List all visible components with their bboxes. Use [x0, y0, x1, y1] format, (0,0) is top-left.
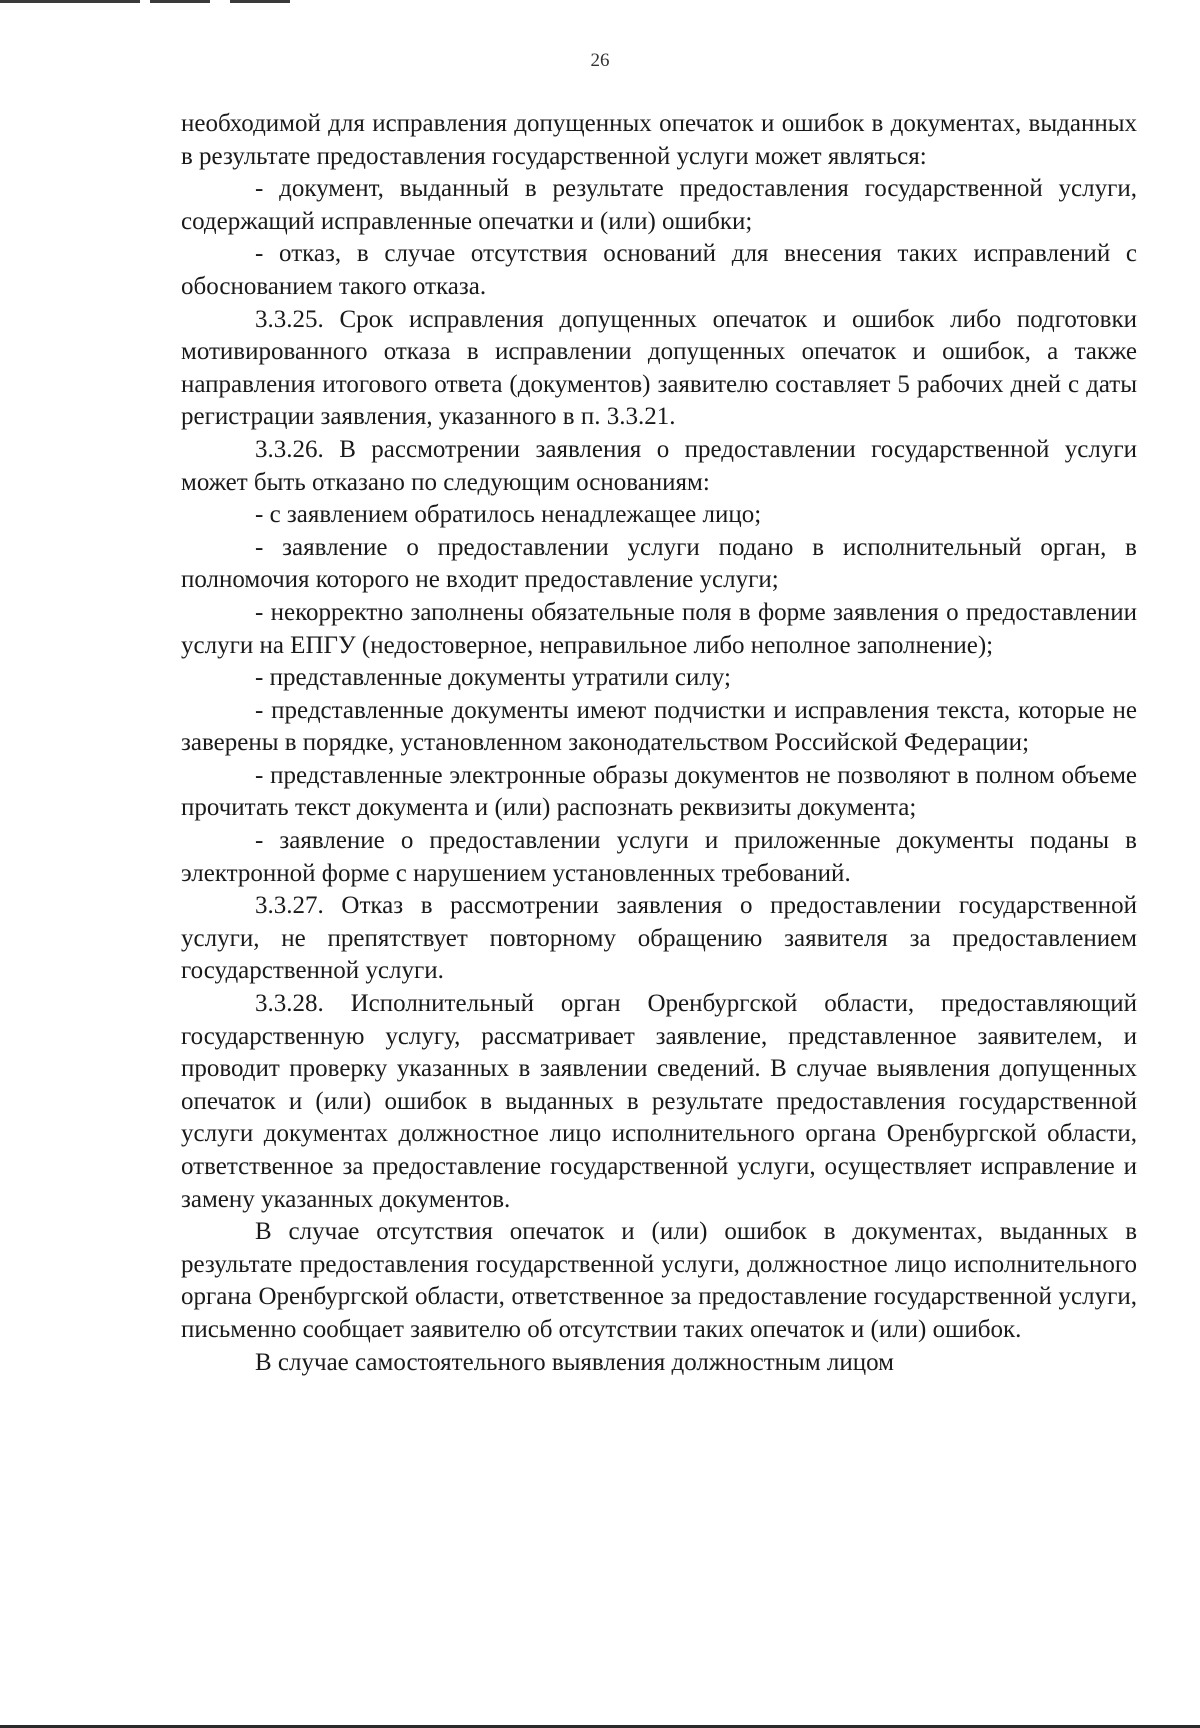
paragraph-no-errors: В случае отсутствия опечаток и (или) ошибок в документах, выданных в результате предоставления государственной услуги, должностное лицо исполнительного органа Оренбургской области, ответственное за предоставление государственной услуги, письменно сообщает заявителю об отсутствии таких опечаток и (или) ошибок. — [181, 1218, 1137, 1343]
clause-3-3-25: 3.3.25. Срок исправления допущенных опечаток и ошибок либо подготовки мотивированного отказа в исправлении допущенных опечаток и ошибок, а также направления итогового ответа (документов) заявителю составляет 5 рабочих дней с даты регистрации заявления, указанного в п. 3.3.21. — [181, 305, 1137, 431]
scan-edge-mark — [150, 0, 210, 3]
refusal-ground-unreadable-images: - представленные электронные образы документов не позволяют в полном объеме прочитать текст документа и (или) распознать реквизиты документа; — [181, 761, 1137, 822]
clause-3-3-26: 3.3.26. В рассмотрении заявления о предоставлении государственной услуги может быть отказано по следующим основаниям: — [181, 435, 1137, 496]
refusal-ground-corrections: - представленные документы имеют подчистки и исправления текста, которые не заверены в порядке, установленном законодательством Российской Федерации; — [181, 696, 1137, 757]
document-body — [181, 108, 1137, 1379]
clause-3-3-27: 3.3.27. Отказ в рассмотрении заявления о предоставлении государственной услуги, не препятствует повторному обращению заявителя за предоставлением государственной услуги. — [181, 892, 1137, 985]
page-number: 26 — [590, 50, 610, 71]
scan-edge-mark — [230, 0, 290, 3]
refusal-ground-improper-person: - с заявлением обратилось ненадлежащее лицо; — [255, 501, 762, 529]
scan-edge-mark — [0, 0, 140, 3]
refusal-ground-incorrect-fields: - некорректно заполнены обязательные поля в форме заявления о предоставлении услуги на ЕПГУ (недостоверное, неправильное либо неполное заполнение); — [181, 598, 1137, 659]
list-item-refusal: - отказ, в случае отсутствия оснований для внесения таких исправлений с обоснованием такого отказа. — [181, 240, 1137, 300]
refusal-ground-expired-documents: - представленные документы утратили силу; — [255, 664, 731, 692]
list-item-corrected-document: - документ, выданный в результате предоставления государственной услуги, содержащий исправленные опечатки и (или) ошибки; — [181, 175, 1137, 235]
refusal-ground-wrong-authority: - заявление о предоставлении услуги подано в исполнительный орган, в полномочия которого не входит предоставление услуги; — [181, 533, 1137, 594]
paragraph-self-detection: В случае самостоятельного выявления должностным лицом — [255, 1348, 894, 1376]
clause-3-3-28: 3.3.28. Исполнительный орган Оренбургской области, предоставляющий государственную услугу, рассматривает заявление, представленное заявителем, и проводит проверку указанных в заявлении сведений. В случае выявления допущенных опечаток и (или) ошибок в выданных в результате предоставления государственной услуги документах должностное лицо исполнительного органа Оренбургской области, ответственное за предоставление государственной услуги, осуществляет исправление и замену указанных документов. — [181, 990, 1137, 1213]
refusal-ground-requirements-violation: - заявление о предоставлении услуги и приложенные документы поданы в электронной форме с нарушением установленных требований. — [181, 827, 1137, 887]
paragraph-continuation: необходимой для исправления допущенных опечаток и ошибок в документах, выданных в результате предоставления государственной услуги может являться: — [181, 110, 1137, 170]
